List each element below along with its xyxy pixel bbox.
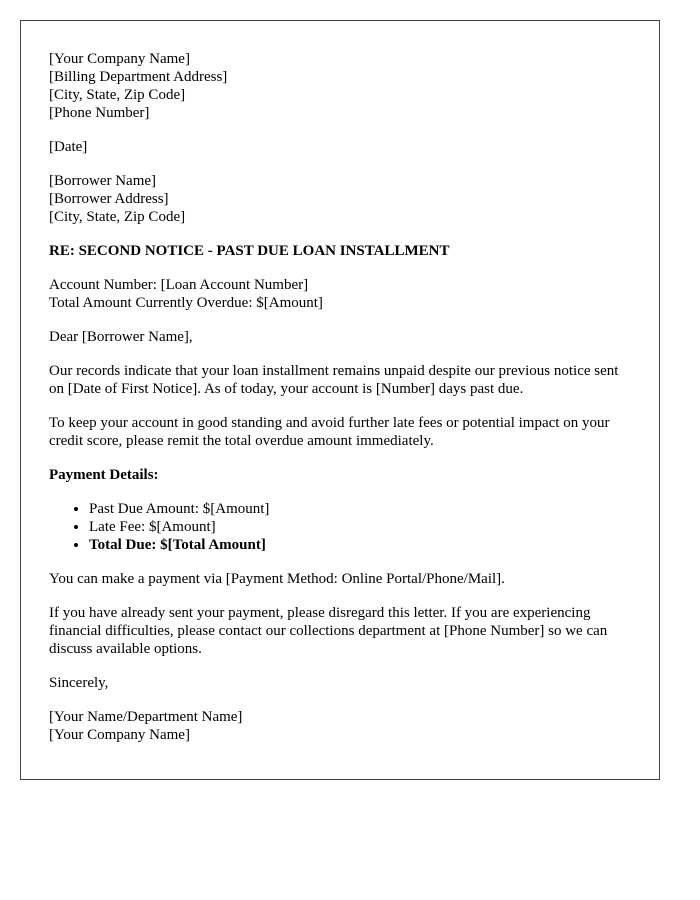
subject-line: RE: SECOND NOTICE - PAST DUE LOAN INSTALLMENT [49,243,450,259]
recipient-block [49,172,631,226]
salutation: Dear [Borrower Name], [49,329,193,345]
sender-company: [Your Company Name] [49,51,190,67]
date-block [49,138,631,156]
paragraph-payment-method: You can make a payment via [Payment Method: Online Portal/Phone/Mail]. [49,571,505,587]
signature-name: [Your Name/Department Name] [49,709,243,725]
payment-details-heading: Payment Details: [49,467,159,483]
paragraph-standing: To keep your account in good standing and avoid further late fees or potential impact on your credit score, please remit the total overdue amount immediately. [49,415,610,449]
list-item-total: • Total Due: $[Total Amount] [89,536,631,554]
signature-company: [Your Company Name] [49,727,190,743]
sender-address: [Billing Department Address] [49,69,228,85]
payment-details-list [49,500,631,554]
recipient-city: [City, State, Zip Code] [49,209,186,225]
letter-date: [Date] [49,139,88,155]
paragraph-records: Our records indicate that your loan installment remains unpaid despite our previous notice sent on [Date of First Notice]. As of today, your account is [Number] days past due. [49,363,619,397]
account-block [49,276,631,312]
sender-phone: [Phone Number] [49,105,150,121]
list-item: • Past Due Amount: $[Amount] [89,500,631,518]
account-number: Account Number: [Loan Account Number] [49,277,309,293]
recipient-name: [Borrower Name] [49,173,157,189]
amount-overdue: Total Amount Currently Overdue: $[Amount] [49,295,323,311]
sender-block [49,50,631,122]
paragraph-disregard: If you have already sent your payment, please disregard this letter. If you are experiencing financial difficulties, please contact our collections department at [Phone Number] so we can discuss available options. [49,605,608,657]
recipient-address: [Borrower Address] [49,191,169,207]
sender-city: [City, State, Zip Code] [49,87,186,103]
letter-page [20,20,660,780]
list-item: • Late Fee: $[Amount] [89,518,631,536]
signature-block [49,708,631,744]
closing: Sincerely, [49,675,109,691]
